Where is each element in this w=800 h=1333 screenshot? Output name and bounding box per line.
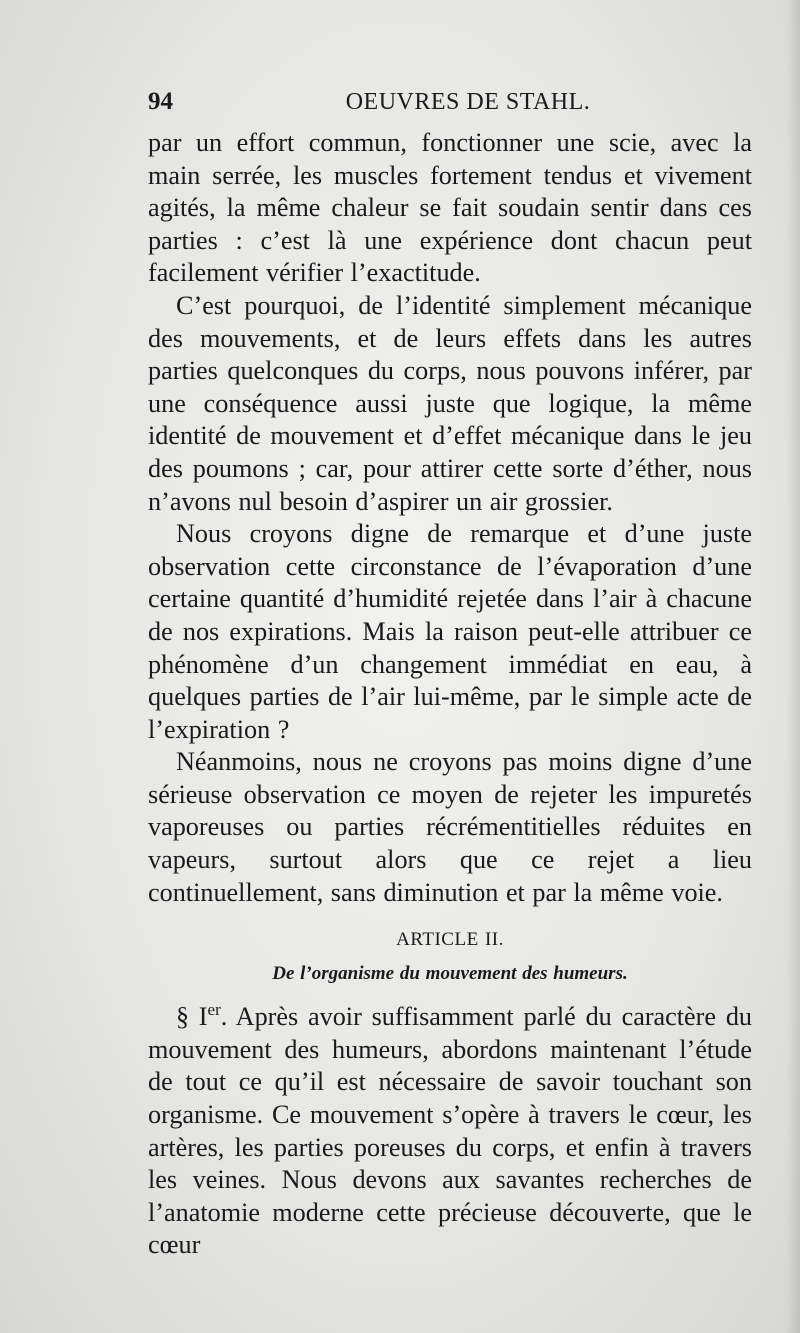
paragraph: Nous croyons digne de remarque et d’une juste observation cette circonstance de l’évaporation d’une certaine quantité d’humidité rejetée dans l’air à chacune de nos expirations. Mais la raison peut-elle attribuer ce phénomène d’un changement immédiat en eau, à quelques parties de l’air lui-même, par le simple acte de l’expiration ?	[148, 519, 752, 744]
page-number: 94	[148, 88, 173, 115]
section-mark: §	[176, 1002, 189, 1032]
paragraph: Néanmoins, nous ne croyons pas moins digne d’une sérieuse observation ce moyen de rejeter les impuretés vaporeuses ou parties récrémentitielles réduites en vapeurs, surtout alors que ce rejet a lieu continuellement, sans diminution et par la même voie.	[148, 747, 752, 907]
article-heading: ARTICLE II.	[396, 929, 504, 951]
section-paragraph	[148, 1001, 752, 1262]
section-number-period: .	[220, 1002, 228, 1032]
running-head: OEUVRES DE STAHL.	[345, 89, 591, 115]
page-edge-shadow	[786, 0, 800, 1333]
page-header	[148, 84, 752, 120]
section-text: Après avoir suffisamment parlé du caractère du mouvement des humeurs, abordons maintenant l’étude de tout ce qu’il est nécessaire de savoir touchant son organisme. Ce mouvement s’opère à travers le cœur, les artères, les parties poreuses du corps, et enfin à travers les veines. Nous devons aux savantes recherches de l’anatomie moderne cette précieuse découverte, que le cœur	[148, 1002, 753, 1260]
article-subtitle: De l’organisme du mouvement des humeurs.	[272, 963, 628, 985]
body-text	[148, 127, 752, 1262]
paragraph-continuation: par un effort commun, fonctionner une scie, avec la main serrée, les muscles fortement tendus et vivement agités, la même chaleur se fait soudain sentir dans ces parties : c’est là une expérience dont chacun peut facilement vérifier l’exactitude.	[148, 128, 752, 288]
paragraph: C’est pourquoi, de l’identité simplement mécanique des mouvements, et de leurs effets dans les autres parties quelconques du corps, nous pouvons inférer, par une conséquence aussi juste que logique, la même identité de mouvement et d’effet mécanique dans le jeu des poumons ; car, pour attirer cette sorte d’éther, nous n’avons nul besoin d’aspirer un air grossier.	[148, 290, 752, 516]
section-superscript: er	[207, 1000, 221, 1020]
section-number: I	[198, 1002, 208, 1032]
